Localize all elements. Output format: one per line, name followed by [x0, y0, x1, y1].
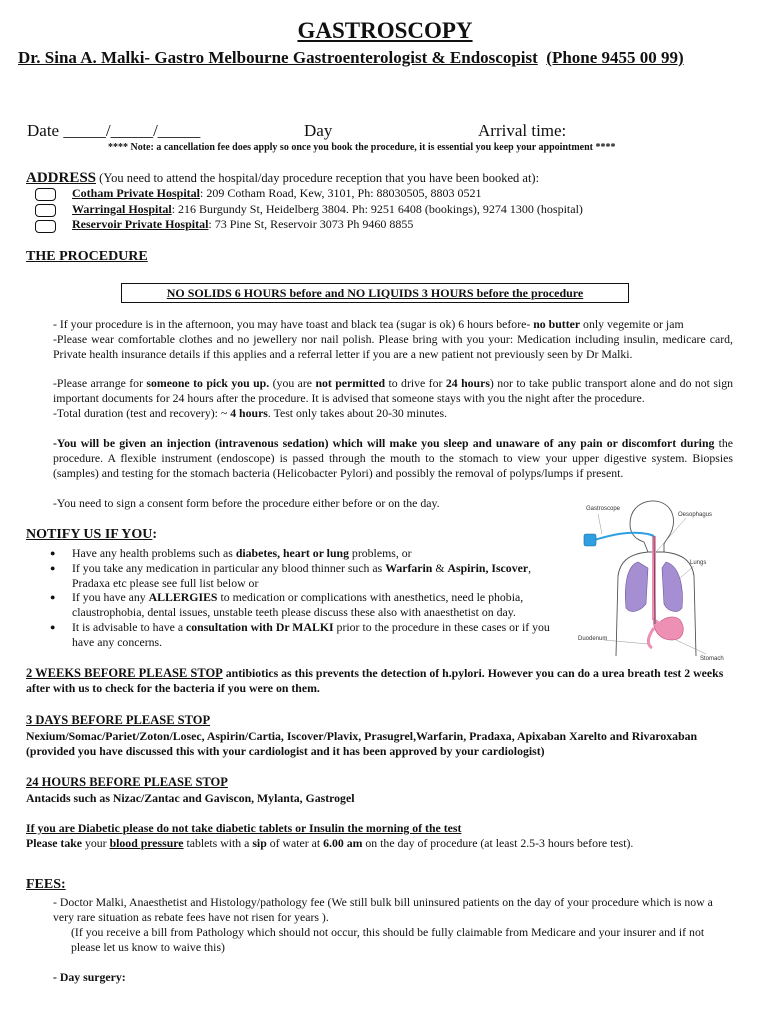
twenty-four-hours-medications: Antacids such as Nizac/Zantac and Gaviscon, Mylanta, Gastrogel [26, 791, 355, 805]
two-weeks-stop: 2 WEEKS BEFORE PLEASE STOP antibiotics as this prevents the detection of h.pylori. However you can do a urea breath test 2 weeks after with us to check for the bacteria if you were on them. [26, 666, 724, 695]
date-field-label: Date _____/_____/_____ [27, 121, 201, 140]
label-duodenum: Duodenum [578, 636, 608, 642]
page-title: GASTROSCOPY [297, 18, 473, 43]
notify-heading: NOTIFY US IF YOU: [26, 527, 158, 542]
hospital-reservoir: Reservoir Private Hospital: 73 Pine St, Reservoir 3073 Ph 9460 8855 [72, 217, 414, 231]
right-lung [662, 562, 682, 611]
label-oesophagus: Oesophagus [678, 512, 713, 518]
gastroscope-tube [594, 533, 654, 540]
hospital-warringal: Warringal Hospital: 216 Burgundy St, Heidelberg 3804. Ph: 9251 6408 (bookings), 9274 1300 (hospital) [72, 202, 583, 216]
hospital-checkbox-cotham[interactable] [35, 188, 56, 201]
three-days-medications: Nexium/Somac/Pariet/Zoton/Losec, Aspirin/Cartia, Iscover/Plavix, Prasugrel,Warfarin, Pradaxa, Apixaban Xarelto and Rivaroxaban (provided you have discussed this with your cardiologist and it has been approved by your cardiologist) [26, 729, 698, 758]
label-stomach: Stomach [700, 656, 724, 662]
procedure-sedation-note: -You will be given an injection (intravenous sedation) which will make you sleep and unaware of any pain or discomfort during the procedure. A flexible instrument (endoscope) is passed through the mouth to the stomach to view your upper digestive system. Biopsies (samples) and testing for the stomach bacteria (Helicobacter Pylori) and possibly the removal of polyps/lumps if present. [53, 436, 733, 480]
hospital-cotham: Cotham Private Hospital: 209 Cotham Road, Kew, 3101, Ph: 88030505, 8803 0521 [72, 186, 482, 200]
fees-doctor-line: - Doctor Malki, Anaesthetist and Histology/pathology fee (We still bulk bill uninsured patients on the day of your procedure which is now a very rare situation as rebate fees have not risen for years ). [53, 895, 713, 924]
procedure-afternoon-note: - If your procedure is in the afternoon, you may have toast and black tea (sugar is ok) 6 hours before- no butter only vegemite or jam [53, 317, 684, 331]
label-lungs: Lungs [690, 560, 707, 566]
procedure-bring-note: -Please wear comfortable clothes and no jewellery nor nail polish. Please bring with you your: Medication including insulin, medicare card, Private health insurance details if this applies and a referral letter if you are a new patient not previously seen by Dr Malki. [53, 332, 733, 361]
cancellation-note: **** Note: a cancellation fee does apply so once you book the procedure, it is essential you keep your appointment **** [108, 142, 616, 153]
hospital-checkbox-warringal[interactable] [35, 204, 56, 217]
three-days-heading: 3 DAYS BEFORE PLEASE STOP [26, 713, 211, 727]
address-heading: ADDRESS (You need to attend the hospital/day procedure reception that you have been booked at): [26, 170, 540, 186]
fees-heading: FEES: [26, 877, 66, 892]
arrival-time-label: Arrival time: [478, 121, 567, 140]
stomach [654, 617, 684, 640]
blood-pressure-instruction: Please take your blood pressure tablets with a sip of water at 6.00 am on the day of procedure (at least 2.5-3 hours before test). [26, 836, 634, 850]
gastroscope-handle [584, 534, 596, 546]
procedure-heading: THE PROCEDURE [26, 249, 148, 264]
day-field-label: Day [304, 121, 333, 140]
diabetic-instruction: If you are Diabetic please do not take diabetic tablets or Insulin the morning of the test [26, 821, 462, 835]
head-outline [630, 501, 674, 552]
twenty-four-hours-heading: 24 HOURS BEFORE PLEASE STOP [26, 775, 228, 789]
procedure-duration-note: -Total duration (test and recovery): ~ 4 hours. Test only takes about 20-30 minutes. [53, 406, 448, 420]
fees-pathology-line: (If you receive a bill from Pathology which should not occur, this should be fully claimable from Medicare and your insurer and if not please let us know to waive this) [71, 925, 705, 954]
gastroscopy-anatomy-diagram [568, 496, 743, 666]
procedure-pickup-note: -Please arrange for someone to pick you up. (you are not permitted to drive for 24 hours) nor to take public transport alone and do not sign important documents for 24 hours after the procedure. It is advised that someone stays with you the night after the procedure. [53, 376, 734, 405]
label-gastroscope: Gastroscope [586, 506, 621, 512]
hospital-checkbox-reservoir[interactable] [35, 220, 56, 233]
procedure-consent-note: -You need to sign a consent form before the procedure either before or on the day. [53, 496, 440, 510]
fasting-instructions-box: NO SOLIDS 6 HOURS before and NO LIQUIDS 3 HOURS before the procedure [121, 283, 629, 303]
doctor-line: Dr. Sina A. Malki- Gastro Melbourne Gastroenterologist & Endoscopist (Phone 9455 00 99) [18, 48, 684, 67]
duodenum [648, 628, 654, 648]
left-lung [625, 562, 648, 611]
fees-day-surgery-label: - Day surgery: [53, 970, 126, 984]
